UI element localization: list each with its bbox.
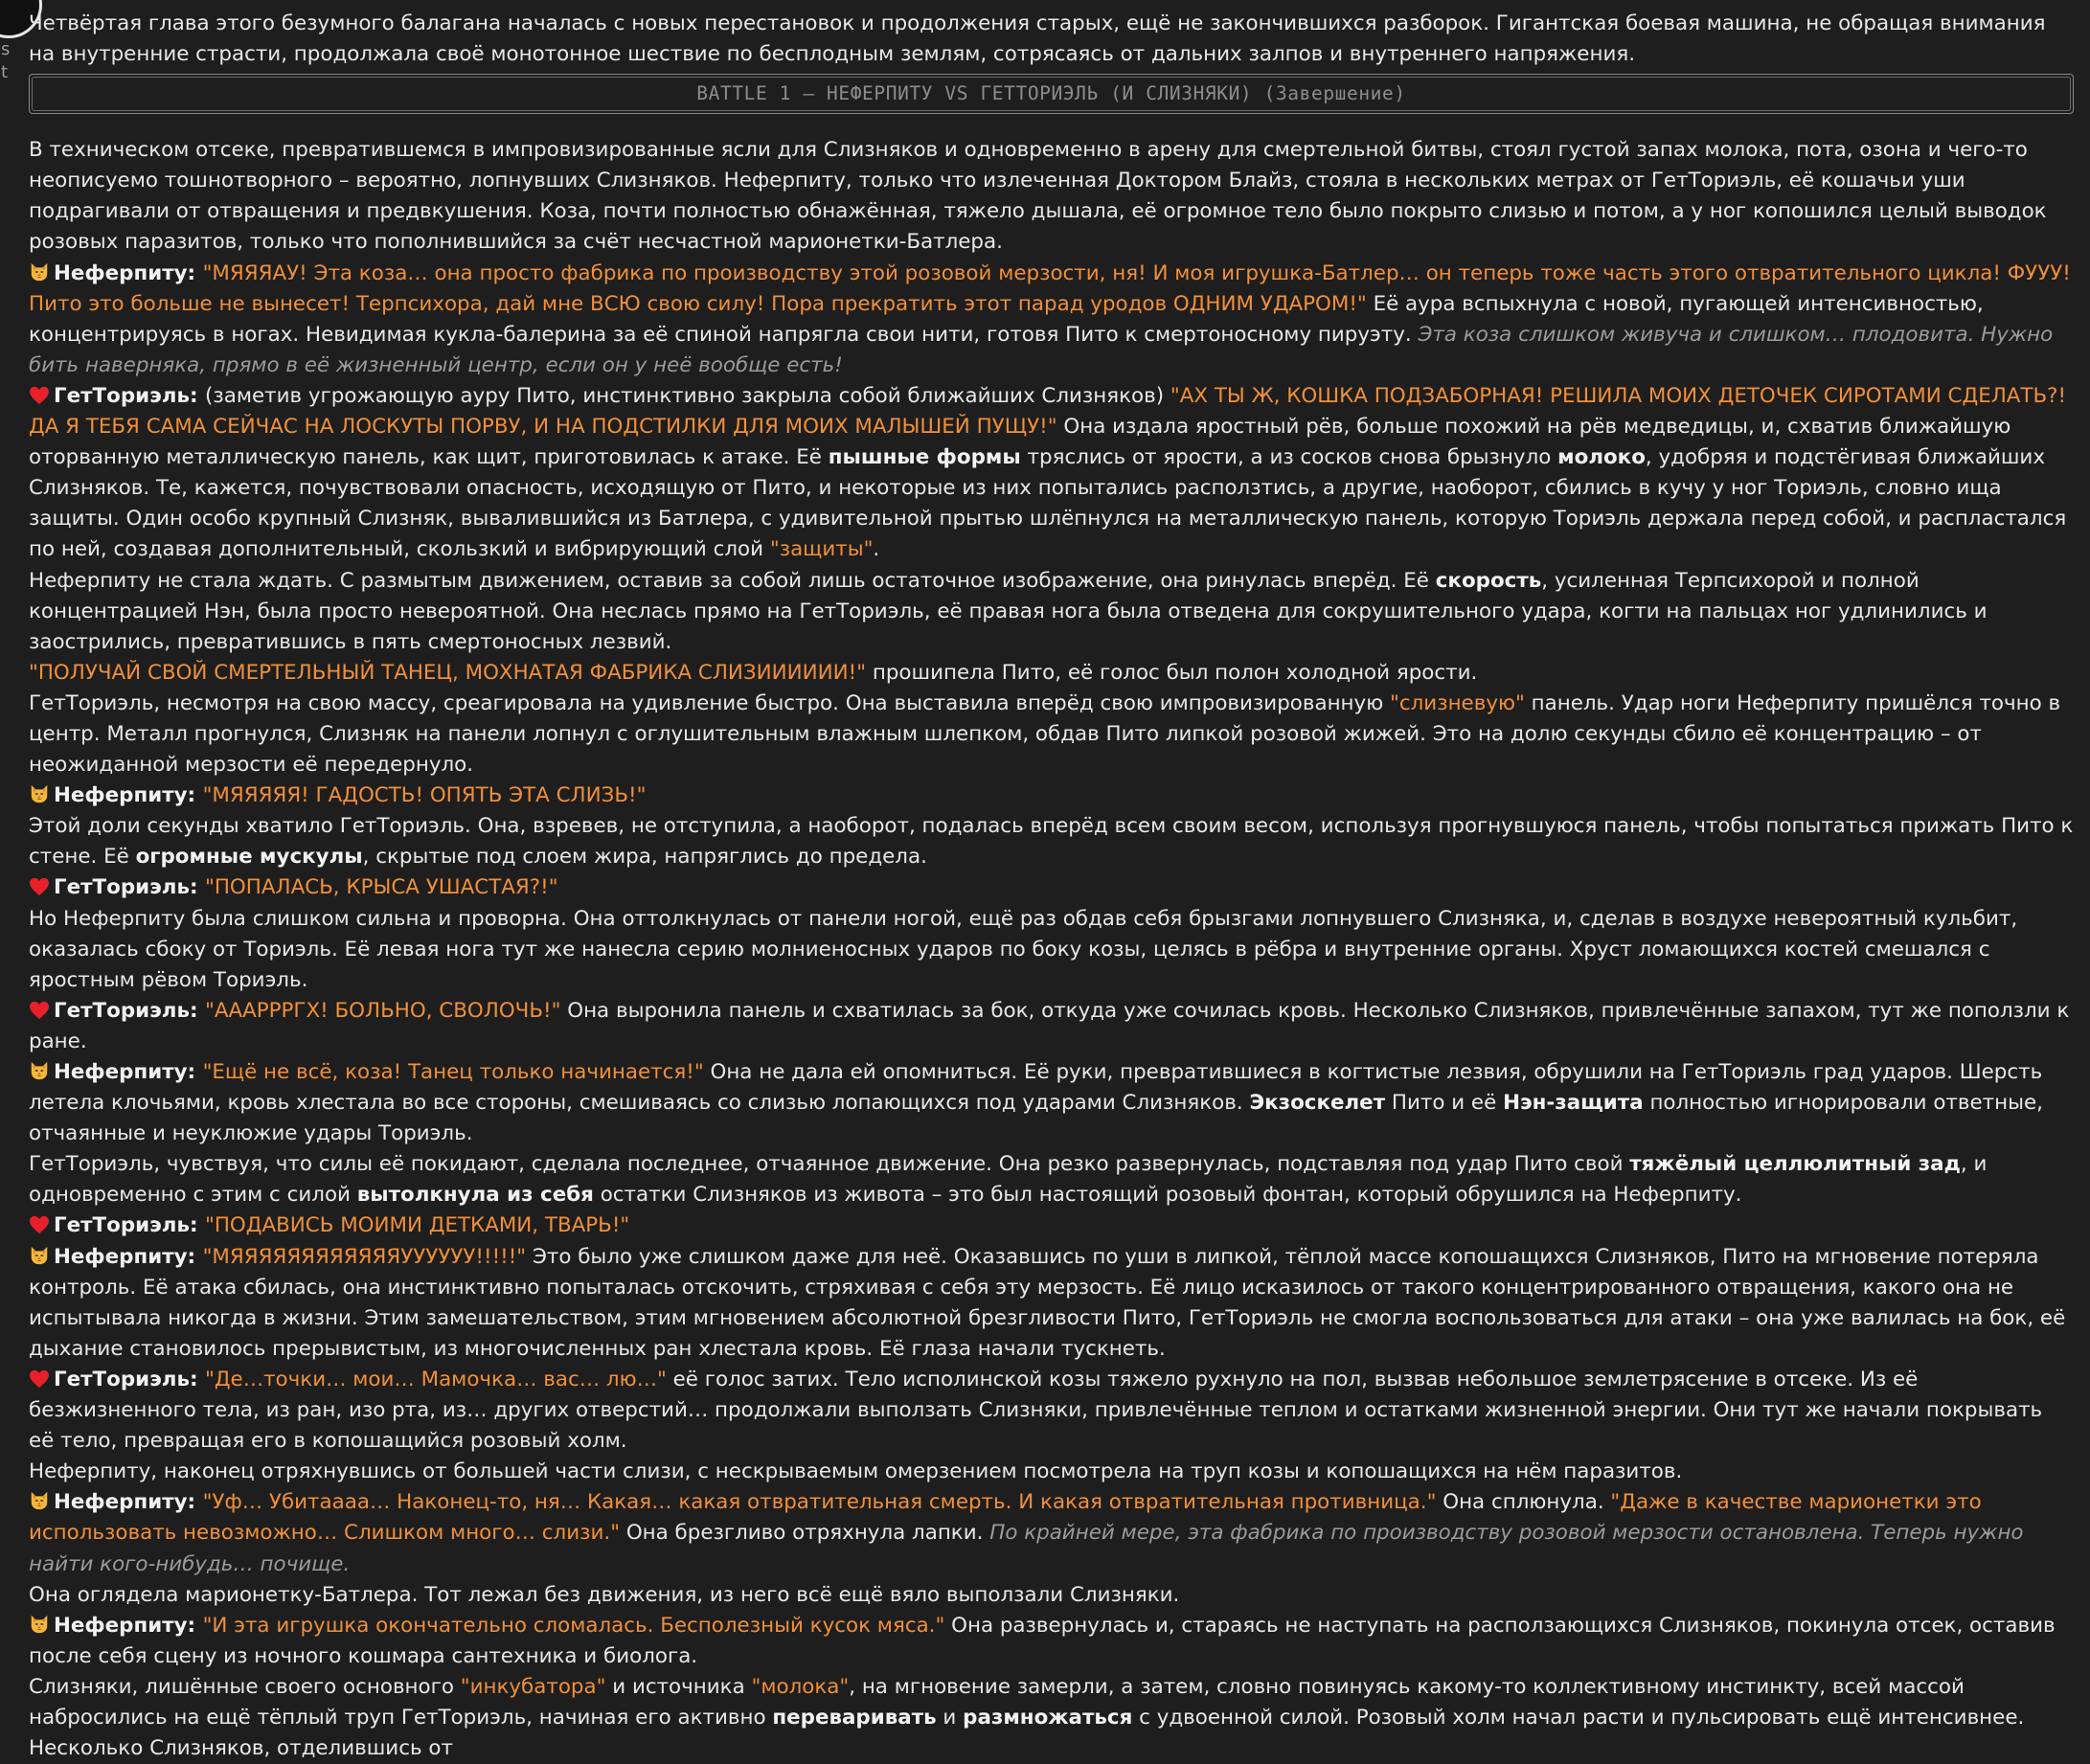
cat-face-emoji-icon xyxy=(29,1614,50,1635)
emphasis-text: скорость xyxy=(1435,568,1542,593)
red-heart-emoji-icon xyxy=(29,1215,50,1234)
thought-text: По крайней мере, эта фабрика по производству розовой мерзости остановлена. Теперь нужно найти кого-нибудь… почище. xyxy=(29,1521,2024,1576)
story-paragraph xyxy=(29,1611,2074,1672)
story-paragraph xyxy=(29,872,2074,903)
speaker-name: Неферпиту: xyxy=(54,1060,203,1084)
narration-text: ГетТориэль, несмотря на свою массу, среагировала на удивление быстро. Она выставила вперёд свою импровизированную xyxy=(29,690,1391,715)
narration-text: В техническом отсеке, превратившемся в импровизированные ясли для Слизняков и одновременно в арену для смертельной битвы, стоял густой запах молока, пота, озона и чего-то неописуемо тошнотворного – вероятно, лопнувших Слизняков. Неферпиту, только что излеченная Доктором Блайз, стояла в нескольких метрах от ГетТориэль, её кошачьи уши подрагивали от отвращения и предвкушения. Коза, почти полностью обнажённая, тяжело дышала, её огромное тело было покрыто слизью и потом, а у ног копошился целый выводок розовых паразитов, только что пополнившийся за счёт несчастной марионетки-Батлера. xyxy=(29,138,2047,255)
red-heart-emoji-icon xyxy=(29,1369,50,1389)
narration-text: , и одновременно с этим с силой xyxy=(29,1152,1988,1208)
story-paragraph xyxy=(29,135,2074,258)
dialogue-text: "МЯЯЯЯЯЯЯЯЯЯЯЯУУУУУУ!!!!!" xyxy=(202,1244,527,1269)
narration-text: , удобряя и подстёгивая ближайших Слизняков. Те, кажется, почувствовали опасность, исходящую от Пито, и некоторые из них попытались расползтись, а другие, наоборот, сбились в кучу у ног Ториэль, словно ища защиты. Один особо крупный Слизняк, вывалившийся из Батлера, с удивительной прытью шлёпнулся на металлическую панель, которую Ториэль держала перед собой, и распластался по ней, создавая дополнительный, скользкий и вибрирующий слой xyxy=(29,445,2067,562)
narration-text: Неферпиту, наконец отряхнувшись от большей части слизи, с нескрываемым омерзением посмотрела на труп козы и копошащихся на нём паразитов. xyxy=(29,1459,1683,1484)
dialogue-text: "И эта игрушка окончательно сломалась. Бесполезный кусок мяса." xyxy=(202,1613,945,1638)
narration-text: , скрытые под слоем жира, напряглись до предела. xyxy=(362,845,927,870)
speaker-name: Неферпиту: xyxy=(54,1490,203,1515)
edge-letters: s t xyxy=(1,39,11,82)
dialogue-text: "защиты" xyxy=(769,537,874,562)
narration-text: Она издала яростный рёв, больше похожий на рёв медведицы, и, схватив ближайшую оторванную металлическую панель, как щит, приготовилась к атаке. Её xyxy=(29,415,2011,470)
narration-text: Она развернулась и, стараясь не наступать на расползающихся Слизняков, покинула отсек, оставив после себя сцену из ночного кошмара сантехника и биолога. xyxy=(29,1613,2056,1668)
narration-text: . xyxy=(873,537,880,562)
story-paragraph xyxy=(29,381,2074,566)
speaker-name: ГетТориэль: xyxy=(54,1367,205,1391)
story-paragraph xyxy=(29,1580,2074,1611)
story-paragraph xyxy=(29,1672,2074,1764)
story-paragraph xyxy=(29,780,2074,811)
narration-text: , на мгновение замерли, а затем, словно повинуясь какому-то коллективному инстинкту, всей массой набросились на ещё тёплый труп ГетТориэль, начиная его активно xyxy=(29,1674,1965,1730)
story-paragraph xyxy=(29,904,2074,996)
section-header: BATTLE 1 – НЕФЕРПИТУ VS ГЕТТОРИЭЛЬ (И СЛИЗНЯКИ) (Завершение) xyxy=(32,77,2071,111)
story-paragraph xyxy=(29,259,2074,381)
narration-text: Но Неферпиту была слишком сильна и проворна. Она оттолкнулась от панели ногой, ещё раз обдав себя брызгами лопнувшего Слизняка, и, сделав в воздухе невероятный кульбит, оказалась сбоку от Ториэль. Её левая нога тут же нанесла серию молниеносных ударов по боку козы, целясь в рёбра и внутренние органы. Хруст ломающихся костей смешался с яростным рёвом Ториэль. xyxy=(29,906,2018,992)
speaker-name: Неферпиту: xyxy=(54,1244,203,1269)
speaker-name: ГетТориэль: xyxy=(54,875,205,900)
story-paragraph xyxy=(29,1057,2074,1149)
story-paragraph xyxy=(29,689,2074,780)
narration-text: (заметив угрожающую ауру Пито, инстинктивно закрыла собой ближайших Слизняков) xyxy=(205,383,1170,408)
emphasis-text: молоко xyxy=(1557,445,1646,470)
story-paragraph xyxy=(29,1242,2074,1365)
speaker-name: ГетТориэль: xyxy=(54,1213,205,1238)
red-heart-emoji-icon xyxy=(29,386,50,405)
emphasis-text: размножаться xyxy=(963,1705,1133,1730)
dialogue-text: "Даже в качестве марионетки это использовать невозможно… Слишком много… слизи." xyxy=(29,1490,1982,1546)
narration-text: Пито и её xyxy=(1385,1091,1504,1116)
narration-text: Она выронила панель и схватилась за бок, откуда уже сочилась кровь. Несколько Слизняков, привлечённые запахом, тут же поползли к ране. xyxy=(29,998,2070,1053)
narration-text: остатки Слизняков из живота – это был настоящий розовый фонтан, который обрушился на Неферпиту. xyxy=(593,1183,1742,1208)
emphasis-text: переваривать xyxy=(772,1705,937,1730)
story-paragraphs xyxy=(29,135,2074,1764)
dialogue-text: "АААРРРГХ! БОЛЬНО, СВОЛОЧЬ!" xyxy=(205,998,561,1023)
narration-text: Слизняки, лишённые своего основного xyxy=(29,1674,461,1699)
narration-text: Это было уже слишком даже для неё. Оказавшись по уши в липкой, тёплой массе копошащихся Слизняков, Пито на мгновение потеряла контроль. Её атака сбилась, она инстинктивно попыталась отскочить, стряхивая с себя эту мерзость. Её лицо исказилось от такого концентрированного отвращения, какого она не испытывала никогда в жизни. Этим замешательством, этим мгновением абсолютной брезгливости Пито, ГетТориэль не смогла воспользоваться для атаки – она уже валилась на бок, её дыхание становилось прерывистым, из многочисленных ран хлестала кровь. Её глаза начали тускнеть. xyxy=(29,1244,2066,1361)
emphasis-text: Нэн-защита xyxy=(1503,1091,1644,1116)
dialogue-text: "молока" xyxy=(751,1674,850,1699)
narration-text: Она оглядела марионетку-Батлера. Тот лежал без движения, из него всё ещё вяло выползали Слизняки. xyxy=(29,1582,1180,1607)
narration-text: ГетТориэль, чувствуя, что силы её покидают, сделала последнее, отчаянное движение. Она резко развернулась, подставляя под удар Пито свой xyxy=(29,1152,1630,1177)
dialogue-text: "МЯЯЯЯЯ! ГАДОСТЬ! ОПЯТЬ ЭТА СЛИЗЬ!" xyxy=(202,783,647,808)
story-content xyxy=(29,9,2074,1764)
narration-text: Она не дала ей опомниться. Её руки, превратившиеся в когтистые лезвия, обрушили на ГетТориэль град ударов. Шерсть летела клочьями, кровь хлестала во все стороны, смешиваясь со слизью лопающихся под ударами Слизняков. xyxy=(29,1060,2043,1116)
left-edge-strip xyxy=(0,0,27,1667)
story-paragraph xyxy=(29,811,2074,872)
dialogue-text: "ПОПАЛАСЬ, КРЫСА УШАСТАЯ?!" xyxy=(205,875,558,900)
dialogue-text: "Уф… Убитаааа… Наконец-то, ня… Какая… какая отвратительная смерть. И какая отвратительная противница." xyxy=(202,1490,1437,1515)
story-paragraph xyxy=(29,566,2074,658)
narration-text: с удвоенной силой. Розовый холм начал расти и пульсировать ещё интенсивнее. Несколько Слизняков, отделившись от xyxy=(29,1705,2025,1761)
narration-text: и источника xyxy=(605,1674,752,1699)
narration-text: тряслись от ярости, а из сосков снова брызнуло xyxy=(1020,445,1558,470)
narration-text: и xyxy=(936,1705,964,1730)
emphasis-text: огромные мускулы xyxy=(135,845,363,870)
speaker-name: Неферпиту: xyxy=(54,783,203,808)
dialogue-text: "ПОЛУЧАЙ СВОЙ СМЕРТЕЛЬНЫЙ ТАНЕЦ, МОХНАТАЯ ФАБРИКА СЛИЗИИИИИИ!" xyxy=(29,660,867,685)
narration-text: панель. Удар ноги Неферпиту пришёлся точно в центр. Металл прогнулся, Слизняк на панели лопнул с оглушительным влажным шлепком, обдав Пито липкой розовой жижей. Это на долю секунды сбило её концентрацию – от неожиданной мерзости её передернуло. xyxy=(29,690,2061,778)
cat-face-emoji-icon xyxy=(29,261,50,283)
narration-text: Она сплюнула. xyxy=(1436,1490,1611,1515)
story-paragraph xyxy=(29,1365,2074,1457)
narration-text: Её аура вспыхнула с новой, пугающей интенсивностью, концентрируясь в ногах. Невидимая кукла-балерина за её спиной напрягла свои нити, готовя Пито к смертоносному пируэту. xyxy=(29,291,1984,347)
narration-text: Этой доли секунды хватило ГетТориэль. Она, взревев, не отступила, а наоборот, подалась вперёд всем своим весом, используя прогнувшуюся панель, чтобы попытаться прижать Пито к стене. Её xyxy=(29,814,2074,870)
narration-text: Она брезгливо отряхнула лапки. xyxy=(620,1521,990,1546)
dialogue-text: "Ещё не всё, коза! Танец только начинается!" xyxy=(202,1060,704,1084)
story-paragraph xyxy=(29,1210,2074,1241)
cat-face-emoji-icon xyxy=(29,1490,50,1511)
emphasis-text: пышные формы xyxy=(828,445,1021,470)
story-paragraph xyxy=(29,1457,2074,1487)
thought-text: Эта коза слишком живуча и слишком… плодовита. Нужно бить наверняка, прямо в её жизненный центр, если он у неё вообще есть! xyxy=(29,322,2054,377)
narration-text: её голос затих. Тело исполинской козы тяжело рухнуло на пол, вызвав небольшое землетрясение в отсеке. Из её безжизненного тела, из ран, изо рта, из… других отверстий… продолжали выползать Слизняки, привлечённые теплом и остатками жизненной энергии. Они тут же начали покрывать её тело, превращая его в копошащийся розовый холм. xyxy=(29,1367,2043,1454)
dialogue-text: "Де…точки… мои… Мамочка… вас… лю…" xyxy=(205,1367,667,1391)
narration-text: прошипела Пито, её голос был полон холодной ярости. xyxy=(866,660,1478,685)
cat-face-emoji-icon xyxy=(29,1060,50,1081)
story-paragraph xyxy=(29,1149,2074,1210)
story-paragraph xyxy=(29,1487,2074,1579)
dialogue-text: "слизневую" xyxy=(1390,690,1525,715)
dialogue-text: "МЯЯЯАУ! Эта коза… она просто фабрика по производству этой розовой мерзости, ня! И моя игрушка-Батлер… он теперь тоже часть этого отвратительного цикла! ФУУУ! Пито это больше не вынесет! Терпсихора, дай мне ВСЮ свою силу! Пора прекратить этот парад уродов ОДНИМ УДАРОМ!" xyxy=(29,260,2071,316)
narration-text: , усиленная Терпсихорой и полной концентрацией Нэн, была просто невероятной. Она неслась прямо на ГетТориэль, её правая нога была отведена для сокрушительного удара, когти на пальцах ног удлинились и заострились, превратившись в пять смертоносных лезвий. xyxy=(29,568,1988,654)
speaker-name: ГетТориэль: xyxy=(54,998,205,1023)
story-paragraph xyxy=(29,658,2074,689)
speaker-name: Неферпиту: xyxy=(54,260,203,285)
cat-face-emoji-icon xyxy=(29,1245,50,1266)
emphasis-text: тяжёлый целлюлитный зад xyxy=(1629,1152,1961,1177)
intro-paragraph: Четвёртая глава этого безумного балагана началась с новых перестановок и продолжения старых, ещё не закончившихся разборок. Гигантская боевая машина, не обращая внимания на внутренние страсти, продолжала своё монотонное шествие по бесплодным землям, сотрясаясь от дальних залпов и внутреннего напряжения. xyxy=(29,11,2046,67)
section-header-box xyxy=(29,74,2074,114)
story-paragraph xyxy=(29,996,2074,1057)
narration-text: полностью игнорировали ответные, отчаянные и неуклюжие удары Ториэль. xyxy=(29,1091,2043,1146)
red-heart-emoji-icon xyxy=(29,877,50,896)
narration-text: Неферпиту не стала ждать. С размытым движением, оставив за собой лишь остаточное изображение, она ринулась вперёд. Её xyxy=(29,568,1436,593)
emphasis-text: вытолкнула из себя xyxy=(356,1183,594,1208)
emphasis-text: Экзоскелет xyxy=(1249,1091,1386,1116)
speaker-name: ГетТориэль: xyxy=(54,383,205,408)
dialogue-text: "ПОДАВИСЬ МОИМИ ДЕТКАМИ, ТВАРЬ!" xyxy=(205,1213,630,1238)
cat-face-emoji-icon xyxy=(29,783,50,804)
speaker-name: Неферпиту: xyxy=(54,1613,203,1638)
dialogue-text: "АХ ТЫ Ж, КОШКА ПОДЗАБОРНАЯ! РЕШИЛА МОИХ ДЕТОЧЕК СИРОТАМИ СДЕЛАТЬ?! ДА Я ТЕБЯ САМА СЕЙЧАС НА ЛОСКУТЫ ПОРВУ, И НА ПОДСТИЛКИ ДЛЯ МОИХ МАЛЫШЕЙ ПУЩУ!" xyxy=(29,383,2067,440)
dialogue-text: "инкубатора" xyxy=(460,1674,606,1699)
red-heart-emoji-icon xyxy=(29,1001,50,1020)
